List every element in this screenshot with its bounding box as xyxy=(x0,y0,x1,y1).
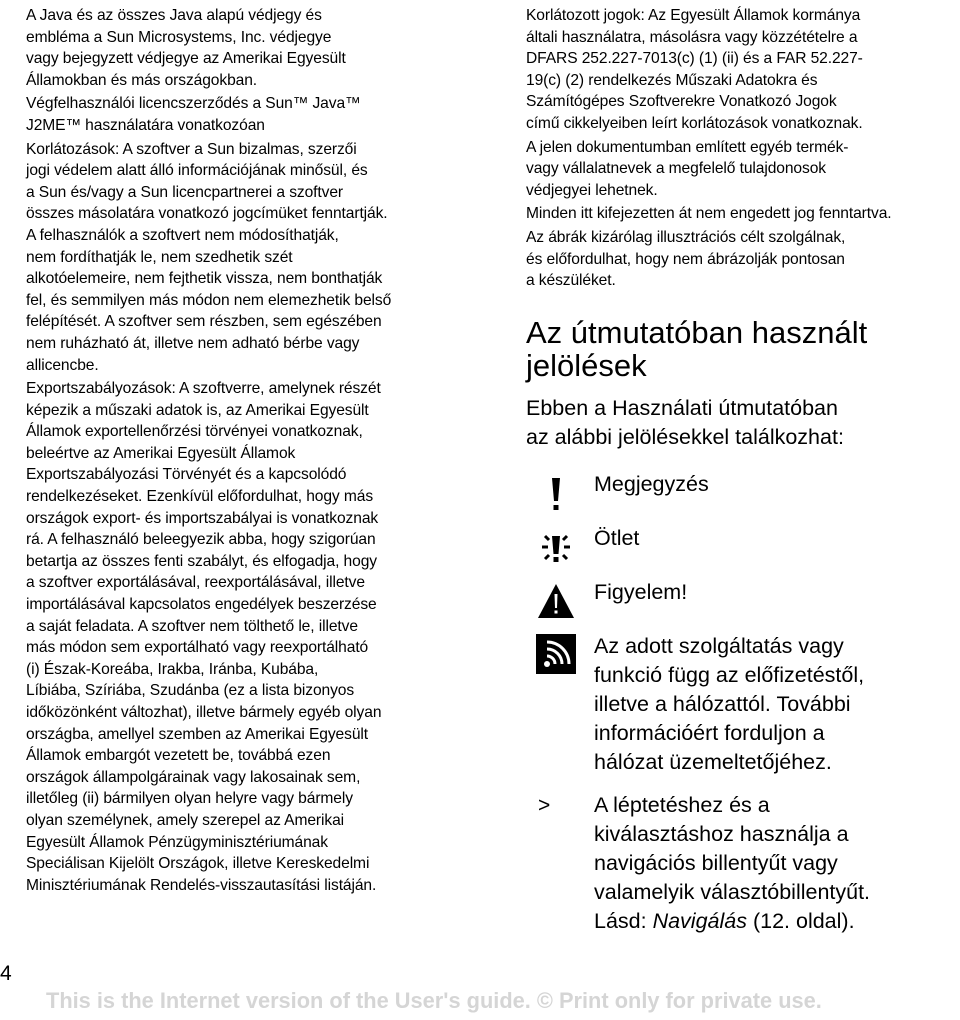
nav-text: A léptetéshez és a kiválasztáshoz használja a navigációs billentyűt vagy valamelyik választóbillentyűt. Lásd: xyxy=(594,792,871,933)
legend-service xyxy=(526,632,960,777)
illustrations-paragraph: Az ábrák kizárólag illusztrációs célt szolgálnak, és előfordulhat, hogy nem ábrázolják pontosan a készüléket. xyxy=(526,228,846,290)
network-service-icon xyxy=(526,634,582,674)
right-column xyxy=(526,5,960,936)
nav-link[interactable]: Navigálás xyxy=(652,908,747,933)
legend-navigation-label xyxy=(594,791,960,936)
legend-warning-label: Figyelem! xyxy=(594,579,688,604)
legend-service-label: Az adott szolgáltatás vagy funkció függ az előfizetéstől, illetve a hálózattól. További információért forduljon a hálózat üzemeltetőjéhez. xyxy=(594,633,865,774)
restricted-rights-paragraph: Korlátozott jogok: Az Egyesült Államok kormánya általi használatra, másolásra vagy közzétételre a DFARS 252.227-7013(c) (1) (ii) és a FAR 52.227- 19(c) (2) rendelkezés Műszaki Adatokra és Számítógépes Szoftverekre Vonatkozó Jogok című cikkelyeiben leírt korlátozások vonatkoznak. xyxy=(526,7,863,132)
lightbulb-tip-icon xyxy=(526,528,582,568)
page-number: 4 xyxy=(0,962,12,985)
export-paragraph: Exportszabályozások: A szoftverre, amelynek részét képezik a műszaki adatok is, az Amerikai Egyesült Államok exportellenőrzési törvényei vonatkoznak, beleértve az Amerikai Egyesült Államok Exportszabályozási Törvényét és a kapcsolódó rendelkezéseket. Ezenkívül előfordulhat, hogy más országok export- és importszabályai is vonatkoznak rá. A felhasználó beleegyezik abba, hogy szigorúan betartja az összes fenti szabályt, és elfogadja, hogy a szoftver exportálásával, reexportálásával, illetve importálásával kapcsolatos engedélyek beszerzése a saját feladata. A szoftver nem tölthető le, illetve más módon sem exportálható vagy reexportálható (i) Észak-Koreába, Irakba, Iránba, Kubába, Líbiába, Szíriába, Szudánba (ez a lista bizonyos időközönként változhat), illetve bármely egyéb olyan országba, amellyel szemben az Amerikai Egyesült Államok embargót vezetett be, továbbá ezen országok állampolgárainak vagy lakosainak sem, illetőleg (ii) bármilyen olyan helyre vagy bármely olyan személynek, amely szerepel az Amerikai Egyesült Államok Pénzügyminisztériumának Speciálisan Kijelölt Országok, illetve Kereskedelmi Minisztériumának Rendelés-visszautasítási listáján. xyxy=(26,380,382,894)
nav-arrow-icon: > xyxy=(538,793,551,817)
warning-triangle-icon xyxy=(526,582,582,622)
section-intro: Ebben a Használati útmutatóban az alábbi jelölésekkel találkozhat: xyxy=(526,395,844,449)
restrictions-paragraph: Korlátozások: A szoftver a Sun bizalmas, szerzői jogi védelem alatt álló információjának minősül, és a Sun és/vagy a Sun licencpartnerei a szoftver összes másolatára vonatkozó jogcímüket fenntartják. A felhasználók a szoftvert nem módosíthatják, nem fordíthatják le, nem szedhetik szét alkotóelemeire, nem fejthetik vissza, nem bonthatják fel, és semmilyen más módon nem elemezhetik belső felépítését. A szoftver sem részben, sem egészében nem ruházható át, illetve nem adható bérbe vagy allicencbe. xyxy=(26,140,392,374)
java-trademark-paragraph: A Java és az összes Java alapú védjegy és embléma a Sun Microsystems, Inc. védjegye vagy bejegyzett védjegye az Amerikai Egyesült Államokban és más országokban. xyxy=(26,7,346,89)
nav-suffix: (12. oldal). xyxy=(747,908,855,933)
footer-notice: This is the Internet version of the User's guide. © Print only for private use. xyxy=(46,988,822,1013)
legend-navigation xyxy=(526,791,960,936)
legend-tip xyxy=(526,524,960,564)
legend-tip-label: Ötlet xyxy=(594,525,640,550)
legend-note-label: Megjegyzés xyxy=(594,471,709,496)
eula-title-paragraph: Végfelhasználói licencszerződés a Sun™ Java™ J2ME™ használatára vonatkozóan xyxy=(26,95,361,134)
left-column xyxy=(26,5,466,898)
trademarks-paragraph: A jelen dokumentumban említett egyéb termék- vagy vállalatnevek a megfelelő tulajdonosok védjegyei lehetnek. xyxy=(526,138,849,199)
exclamation-icon xyxy=(526,474,582,514)
legend-warning xyxy=(526,578,960,618)
rights-reserved-paragraph: Minden itt kifejezetten át nem engedett jog fenntartva. xyxy=(526,205,892,223)
legend-note xyxy=(526,470,960,510)
section-heading: Az útmutatóban használt jelölések xyxy=(526,314,868,383)
